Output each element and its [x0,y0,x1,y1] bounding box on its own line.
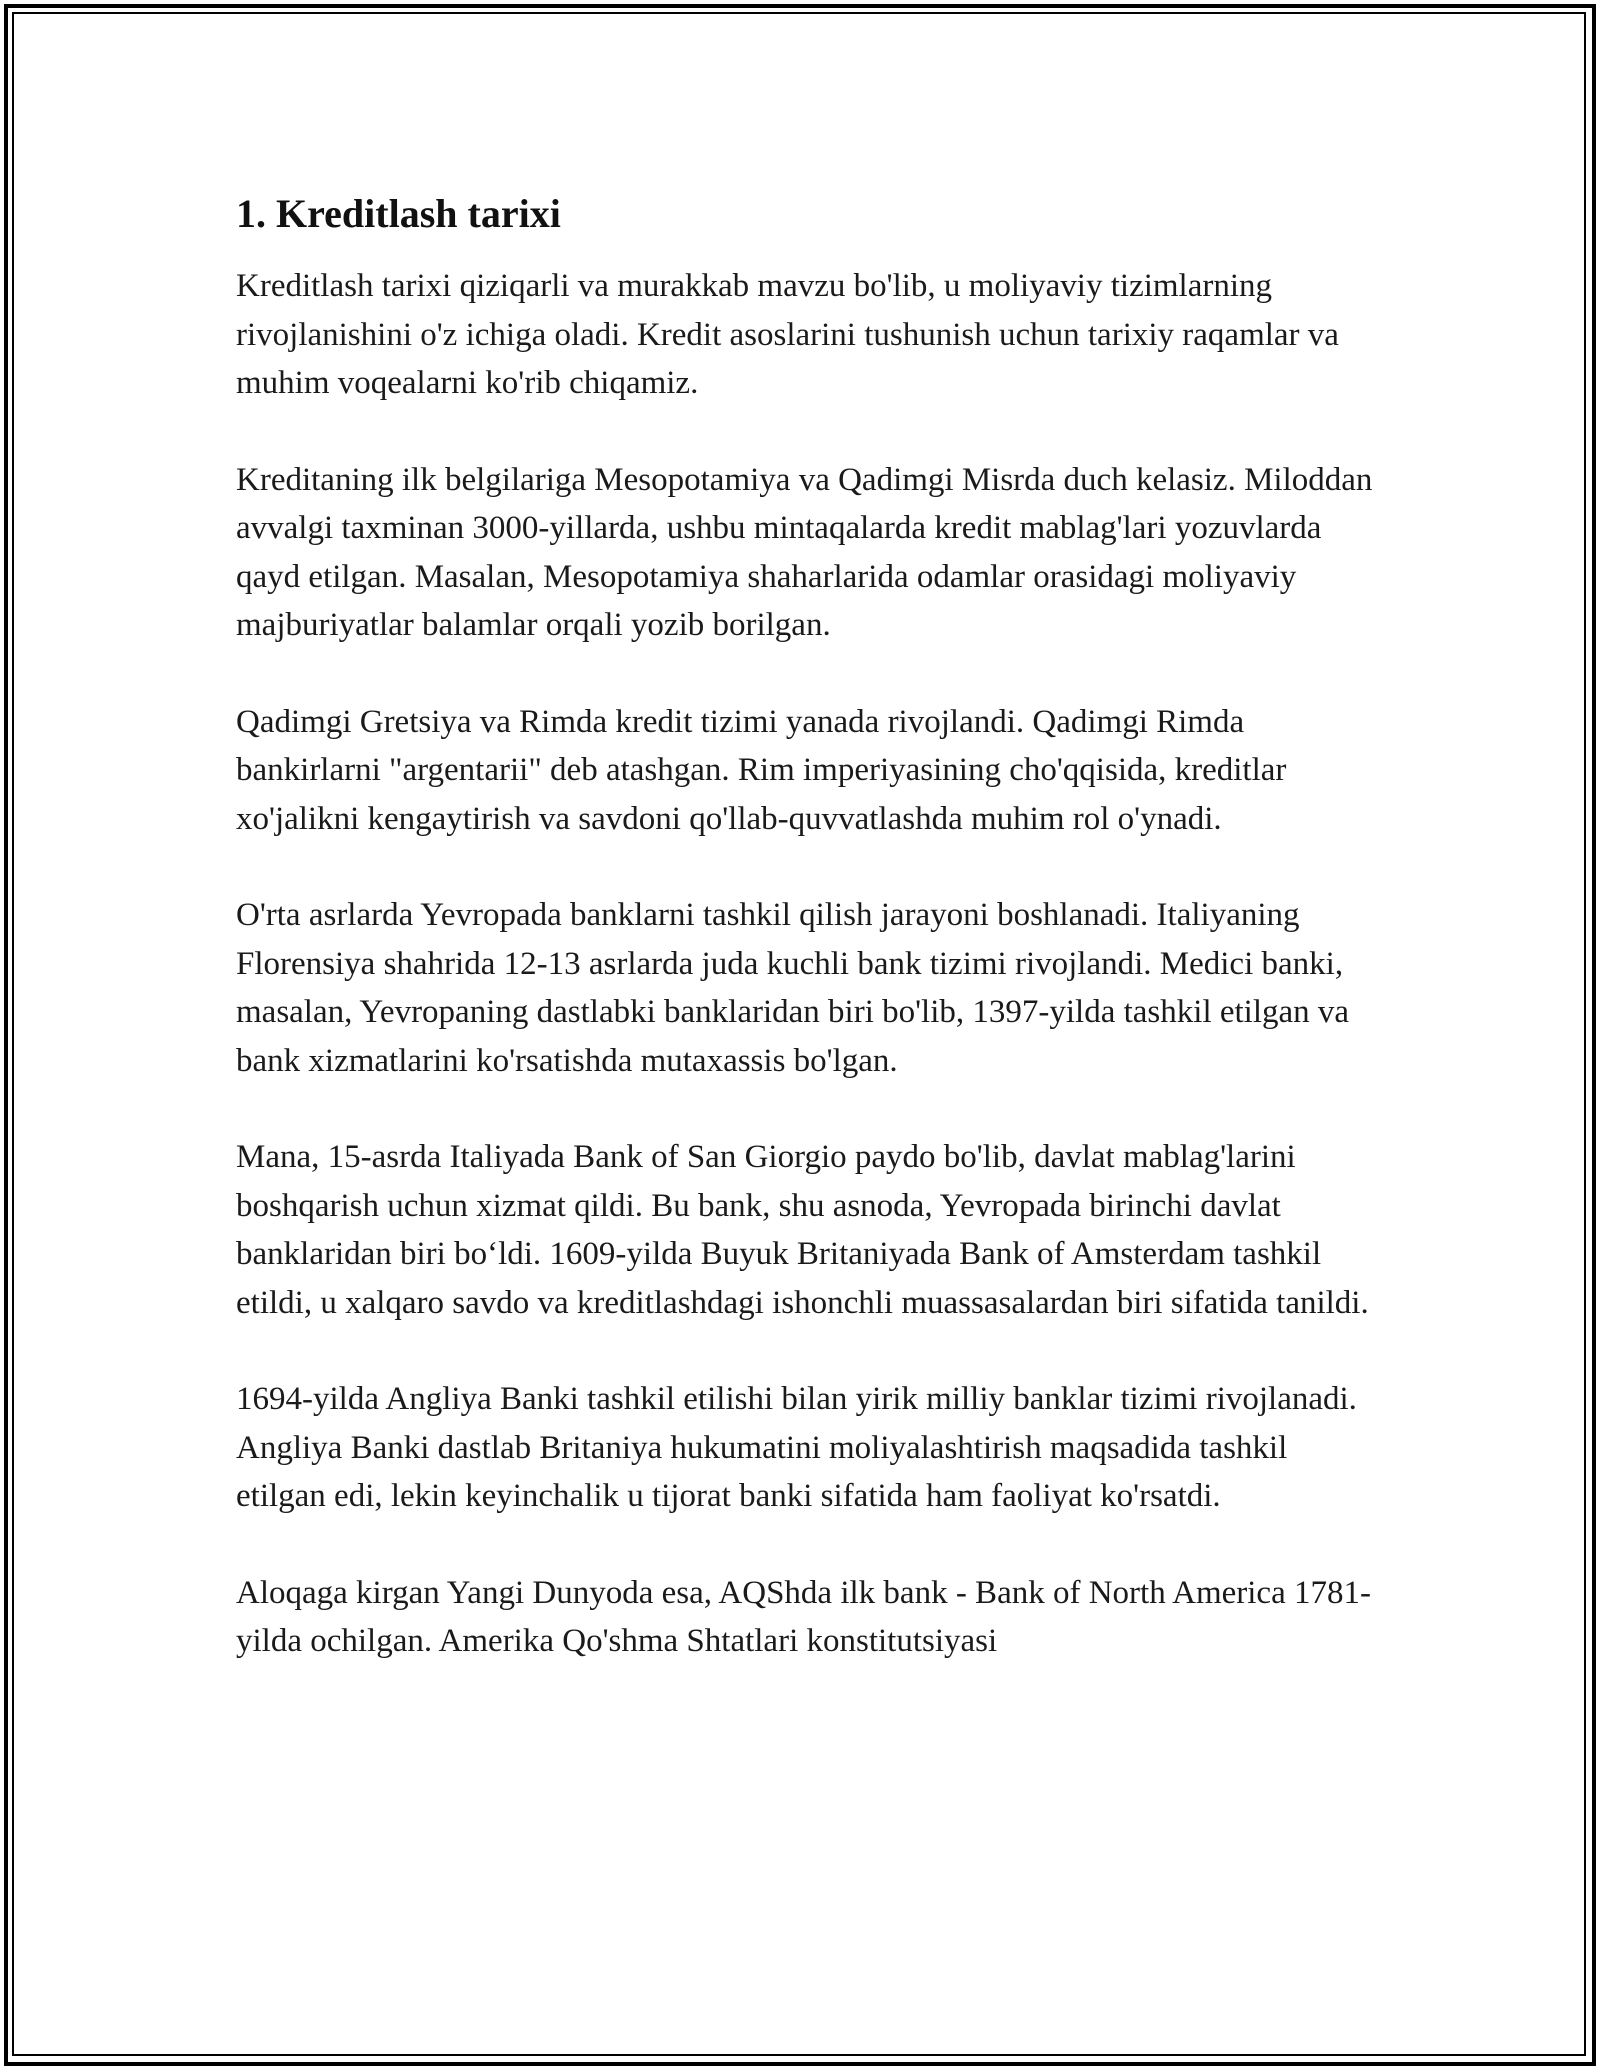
paragraph-san-giorgio: Mana, 15-asrda Italiyada Bank of San Giorgio paydo bo'lib, davlat mablag'larini boshqarish uchun xizmat qildi. Bu bank, shu asnoda, Yevropada birinchi davlat banklaridan biri bo‘ldi. 1609-yilda Buyuk Britaniyada Bank of Amsterdam tashkil etildi, u xalqaro savdo va kreditlashdagi ishonchli muassasalardan biri sifatida tanildi. [236,1139,1369,1321]
paragraph-intro: Kreditlash tarixi qiziqarli va murakkab mavzu bo'lib, u moliyaviy tizimlarning rivojlanishini o'z ichiga oladi. Kredit asoslarini tushunish uchun tarixiy raqamlar va muhim voqealarni ko'rib chiqamiz. [236,268,1339,401]
paragraph-greece-rome: Qadimgi Gretsiya va Rimda kredit tizimi yanada rivojlandi. Qadimgi Rimda bankirlarni "argentarii" deb atashgan. Rim imperiyasining cho'qqisida, kreditlar xo'jalikni kengaytirish va savdoni qo'llab-quvvatlashda muhim rol o'ynadi. [236,703,1287,837]
document-body [236,186,1376,1714]
paragraph-bank-of-england: 1694-yilda Angliya Banki tashkil etilishi bilan yirik milliy banklar tizimi rivojlanadi. Angliya Banki dastlab Britaniya hukumatini moliyalashtirish maqsadida tashkil etilgan edi, lekin keyinchalik u tijorat banki sifatida ham faoliyat ko'rsatdi. [236,1381,1357,1514]
paragraph-new-world: Aloqaga kirgan Yangi Dunyoda esa, AQShda ilk bank - Bank of North America 1781-yilda ochilgan. Amerika Qo'shma Shtatlari konstitutsiyasi [236,1574,1371,1659]
section-heading: 1. Kreditlash tarixi [236,191,561,236]
paragraph-middle-ages: O'rta asrlarda Yevropada banklarni tashkil qilish jarayoni boshlanadi. Italiyaning Florensiya shahrida 12-13 asrlarda juda kuchli bank tizimi rivojlandi. Medici banki, masalan, Yevropaning dastlabki banklaridan biri bo'lib, 1397-yilda tashkil etilgan va bank xizmatlarini ko'rsatishda mutaxassis bo'lgan. [236,897,1350,1079]
paragraph-mesopotamia: Kreditaning ilk belgilariga Mesopotamiya va Qadimgi Misrda duch kelasiz. Miloddan avvalgi taxminan 3000-yillarda, ushbu mintaqalarda kredit mablag'lari yozuvlarda qayd etilgan. Masalan, Mesopotamiya shaharlarida odamlar orasidagi moliyaviy majburiyatlar balamlar orqali yozib borilgan. [236,461,1373,643]
